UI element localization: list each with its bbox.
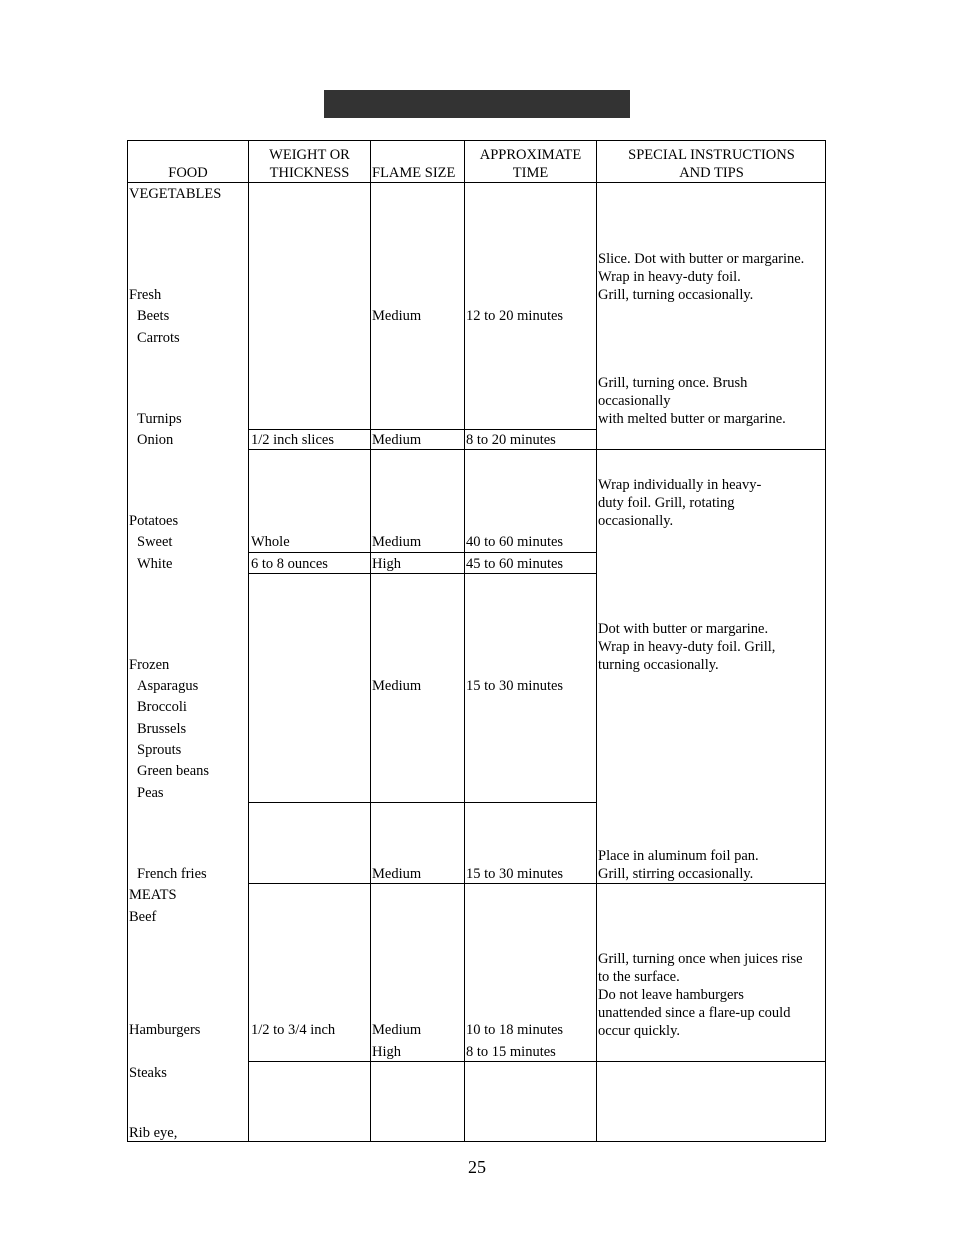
- header-instructions-line2: AND TIPS: [679, 165, 744, 181]
- row-divider: [248, 883, 826, 884]
- flame-onion: Medium: [372, 432, 422, 448]
- food-onion: Onion: [137, 432, 174, 448]
- title-banner: [324, 90, 630, 118]
- food-hamburgers: Hamburgers: [129, 1022, 201, 1038]
- flame-white: High: [372, 556, 401, 572]
- tip-potatoes-line2: duty foil. Grill, rotating: [598, 495, 735, 511]
- header-instructions-line1: SPECIAL INSTRUCTIONS: [628, 147, 795, 163]
- food-beets: Beets: [137, 308, 170, 324]
- header-weight-line1: WEIGHT OR: [269, 147, 350, 163]
- weight-onion: 1/2 inch slices: [251, 432, 334, 448]
- time-hamburgers: 10 to 18 minutes: [466, 1022, 564, 1038]
- tip-onion-line2: occasionally: [598, 393, 671, 409]
- tip-fries-line1: Place in aluminum foil pan.: [598, 848, 759, 864]
- row-divider: [248, 429, 596, 430]
- time-white: 45 to 60 minutes: [466, 556, 564, 572]
- tip-frozen-line1: Dot with butter or margarine.: [598, 621, 769, 637]
- time-onion: 8 to 20 minutes: [466, 432, 556, 448]
- food-beef: Beef: [129, 909, 157, 925]
- flame-hamburgers-alt: High: [372, 1044, 401, 1060]
- food-turnips: Turnips: [137, 411, 182, 427]
- time-fries: 15 to 30 minutes: [466, 866, 564, 882]
- flame-sweet: Medium: [372, 534, 422, 550]
- column-divider: [370, 140, 371, 1142]
- row-divider: [248, 802, 596, 803]
- food-fresh: Fresh: [129, 287, 162, 303]
- tip-beets-line1: Slice. Dot with butter or margarine.: [598, 251, 805, 267]
- tip-hamburgers-line5: occur quickly.: [598, 1023, 681, 1039]
- food-peas: Peas: [137, 785, 164, 801]
- food-green-beans: Green beans: [137, 763, 210, 779]
- header-weight-line2: THICKNESS: [269, 165, 350, 181]
- weight-sweet: Whole: [251, 534, 290, 550]
- time-frozen: 15 to 30 minutes: [466, 678, 564, 694]
- header-time-line1: APPROXIMATE: [479, 147, 582, 163]
- row-divider: [248, 1061, 826, 1062]
- food-sweet: Sweet: [137, 534, 173, 550]
- tip-onion-line3: with melted butter or margarine.: [598, 411, 786, 427]
- flame-fries: Medium: [372, 866, 422, 882]
- row-divider: [248, 573, 596, 574]
- tip-hamburgers-line2: to the surface.: [598, 969, 680, 985]
- page-number: 25: [468, 1157, 486, 1177]
- tip-beets-line3: Grill, turning occasionally.: [598, 287, 754, 303]
- tip-potatoes-line1: Wrap individually in heavy-: [598, 477, 762, 493]
- food-frozen: Frozen: [129, 657, 170, 673]
- time-beets: 12 to 20 minutes: [466, 308, 564, 324]
- food-potatoes: Potatoes: [129, 513, 179, 529]
- food-steaks: Steaks: [129, 1065, 167, 1081]
- food-broccoli: Broccoli: [137, 699, 187, 715]
- food-french-fries: French fries: [137, 866, 207, 882]
- time-hamburgers-alt: 8 to 15 minutes: [466, 1044, 556, 1060]
- tip-fries-line2: Grill, stirring occasionally.: [598, 866, 754, 882]
- header-divider: [127, 182, 826, 183]
- weight-hamburgers: 1/2 to 3/4 inch: [251, 1022, 336, 1038]
- flame-hamburgers: Medium: [372, 1022, 422, 1038]
- tip-hamburgers-line3: Do not leave hamburgers: [598, 987, 744, 1003]
- row-divider: [248, 552, 596, 553]
- tip-onion-line1: Grill, turning once. Brush: [598, 375, 748, 391]
- time-sweet: 40 to 60 minutes: [466, 534, 564, 550]
- header-time-line2: TIME: [512, 165, 549, 181]
- column-divider: [464, 140, 465, 1142]
- tip-hamburgers-line1: Grill, turning once when juices rise: [598, 951, 803, 967]
- food-white: White: [137, 556, 173, 572]
- food-rib-eye: Rib eye,: [129, 1125, 178, 1141]
- row-divider: [248, 449, 826, 450]
- tip-hamburgers-line4: unattended since a flare-up could: [598, 1005, 791, 1021]
- food-brussels: Brussels: [137, 721, 187, 737]
- food-asparagus: Asparagus: [137, 678, 199, 694]
- column-divider: [596, 140, 597, 1142]
- food-meats: MEATS: [129, 887, 177, 903]
- header-food: FOOD: [168, 165, 208, 181]
- food-carrots: Carrots: [137, 330, 180, 346]
- tip-beets-line2: Wrap in heavy-duty foil.: [598, 269, 741, 285]
- column-divider: [248, 140, 249, 1142]
- weight-white: 6 to 8 ounces: [251, 556, 328, 572]
- header-flame: FLAME SIZE: [372, 165, 456, 181]
- flame-beets: Medium: [372, 308, 422, 324]
- tip-frozen-line3: turning occasionally.: [598, 657, 719, 673]
- food-vegetables: VEGETABLES: [129, 186, 222, 202]
- food-sprouts: Sprouts: [137, 742, 182, 758]
- tip-frozen-line2: Wrap in heavy-duty foil. Grill,: [598, 639, 776, 655]
- tip-potatoes-line3: occasionally.: [598, 513, 674, 529]
- flame-frozen: Medium: [372, 678, 422, 694]
